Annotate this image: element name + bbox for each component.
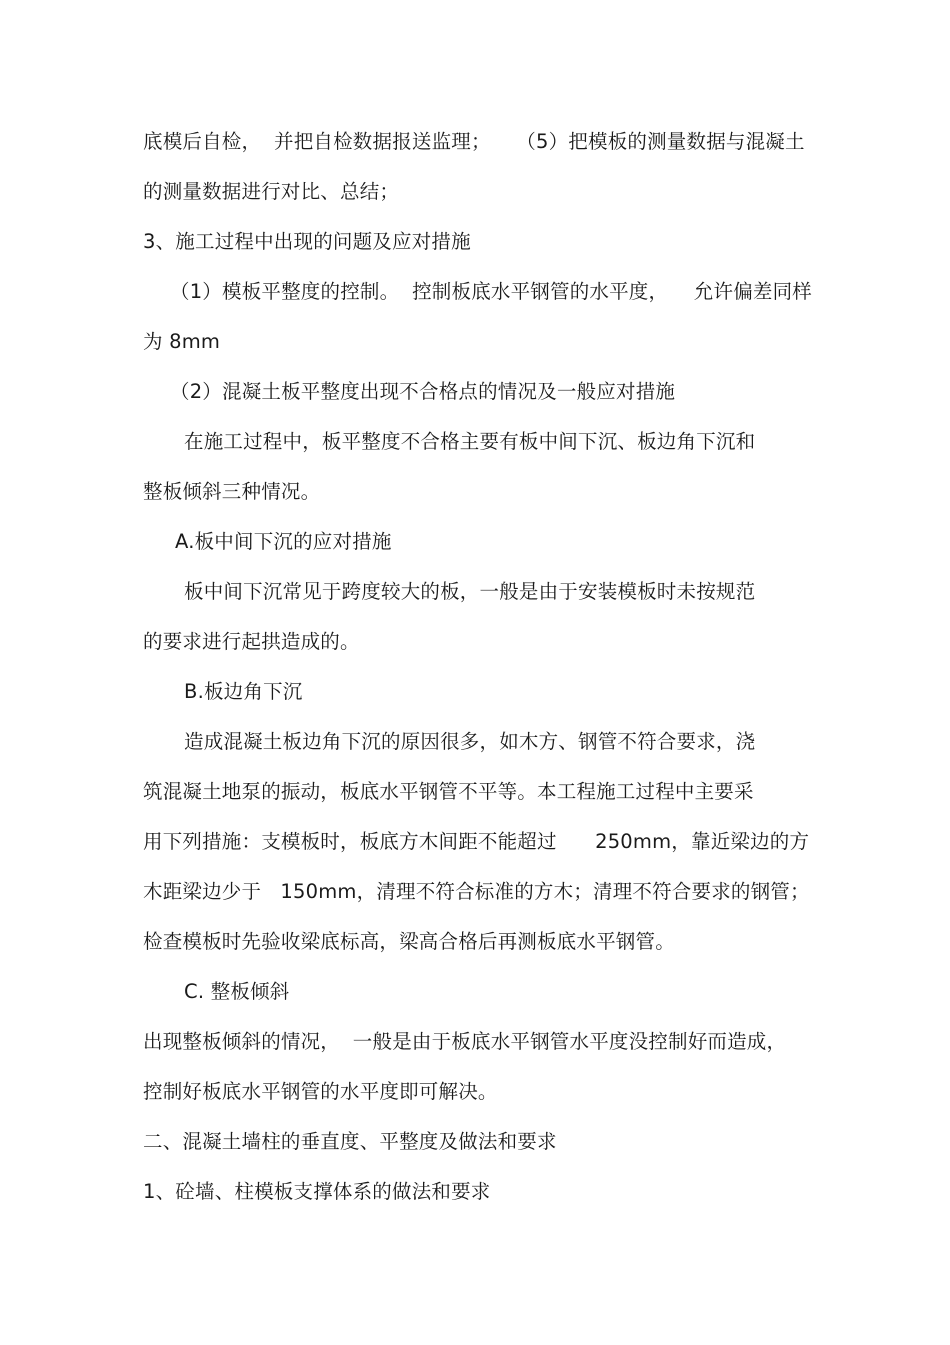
text-line-4: （1）模板平整度的控制。 控制板底水平钢管的水平度， 允许偏差同样 [170, 280, 812, 303]
text-line-10: 板中间下沉常见于跨度较大的板，一般是由于安装模板时未按规范 [184, 580, 756, 603]
text-line-13: 造成混凝土板边角下沉的原因很多，如木方、钢管不符合要求，浇 [184, 730, 756, 753]
text-line-11: 的要求进行起拱造成的。 [143, 630, 360, 653]
section-heading-1: 1、砼墙、柱模板支撑体系的做法和要求 [143, 1180, 491, 1203]
subheading-2: （2）混凝土板平整度出现不合格点的情况及一般应对措施 [170, 380, 676, 403]
subheading-c: C. 整板倾斜 [184, 980, 290, 1003]
text-line-16: 木距梁边少于 150mm，清理不符合标准的方木；清理不符合要求的钢管； [143, 880, 810, 903]
text-line-14: 筑混凝土地泵的振动，板底水平钢管不平等。本工程施工过程中主要采 [143, 780, 754, 803]
section-heading-3: 3、施工过程中出现的问题及应对措施 [143, 230, 471, 253]
text-line-5: 为 8mm [143, 330, 221, 353]
text-line-8: 整板倾斜三种情况。 [143, 480, 321, 503]
text-line-15: 用下列措施：支模板时，板底方木间距不能超过 250mm，靠近梁边的方 [143, 830, 810, 853]
text-line-1: 底模后自检， 并把自检数据报送监理； （5）把模板的测量数据与混凝土 [143, 130, 805, 153]
text-line-2: 的测量数据进行对比、总结； [143, 180, 400, 203]
subheading-a: A.板中间下沉的应对措施 [175, 530, 392, 553]
text-line-7: 在施工过程中，板平整度不合格主要有板中间下沉、板边角下沉和 [184, 430, 756, 453]
text-line-20: 控制好板底水平钢管的水平度即可解决。 [143, 1080, 498, 1103]
text-line-17: 检查模板时先验收梁底标高，梁高合格后再测板底水平钢管。 [143, 930, 675, 953]
section-heading-2: 二、混凝土墙柱的垂直度、平整度及做法和要求 [143, 1130, 557, 1153]
text-line-19: 出现整板倾斜的情况， 一般是由于板底水平钢管水平度没控制好而造成， [143, 1030, 787, 1053]
subheading-b: B.板边角下沉 [184, 680, 303, 703]
